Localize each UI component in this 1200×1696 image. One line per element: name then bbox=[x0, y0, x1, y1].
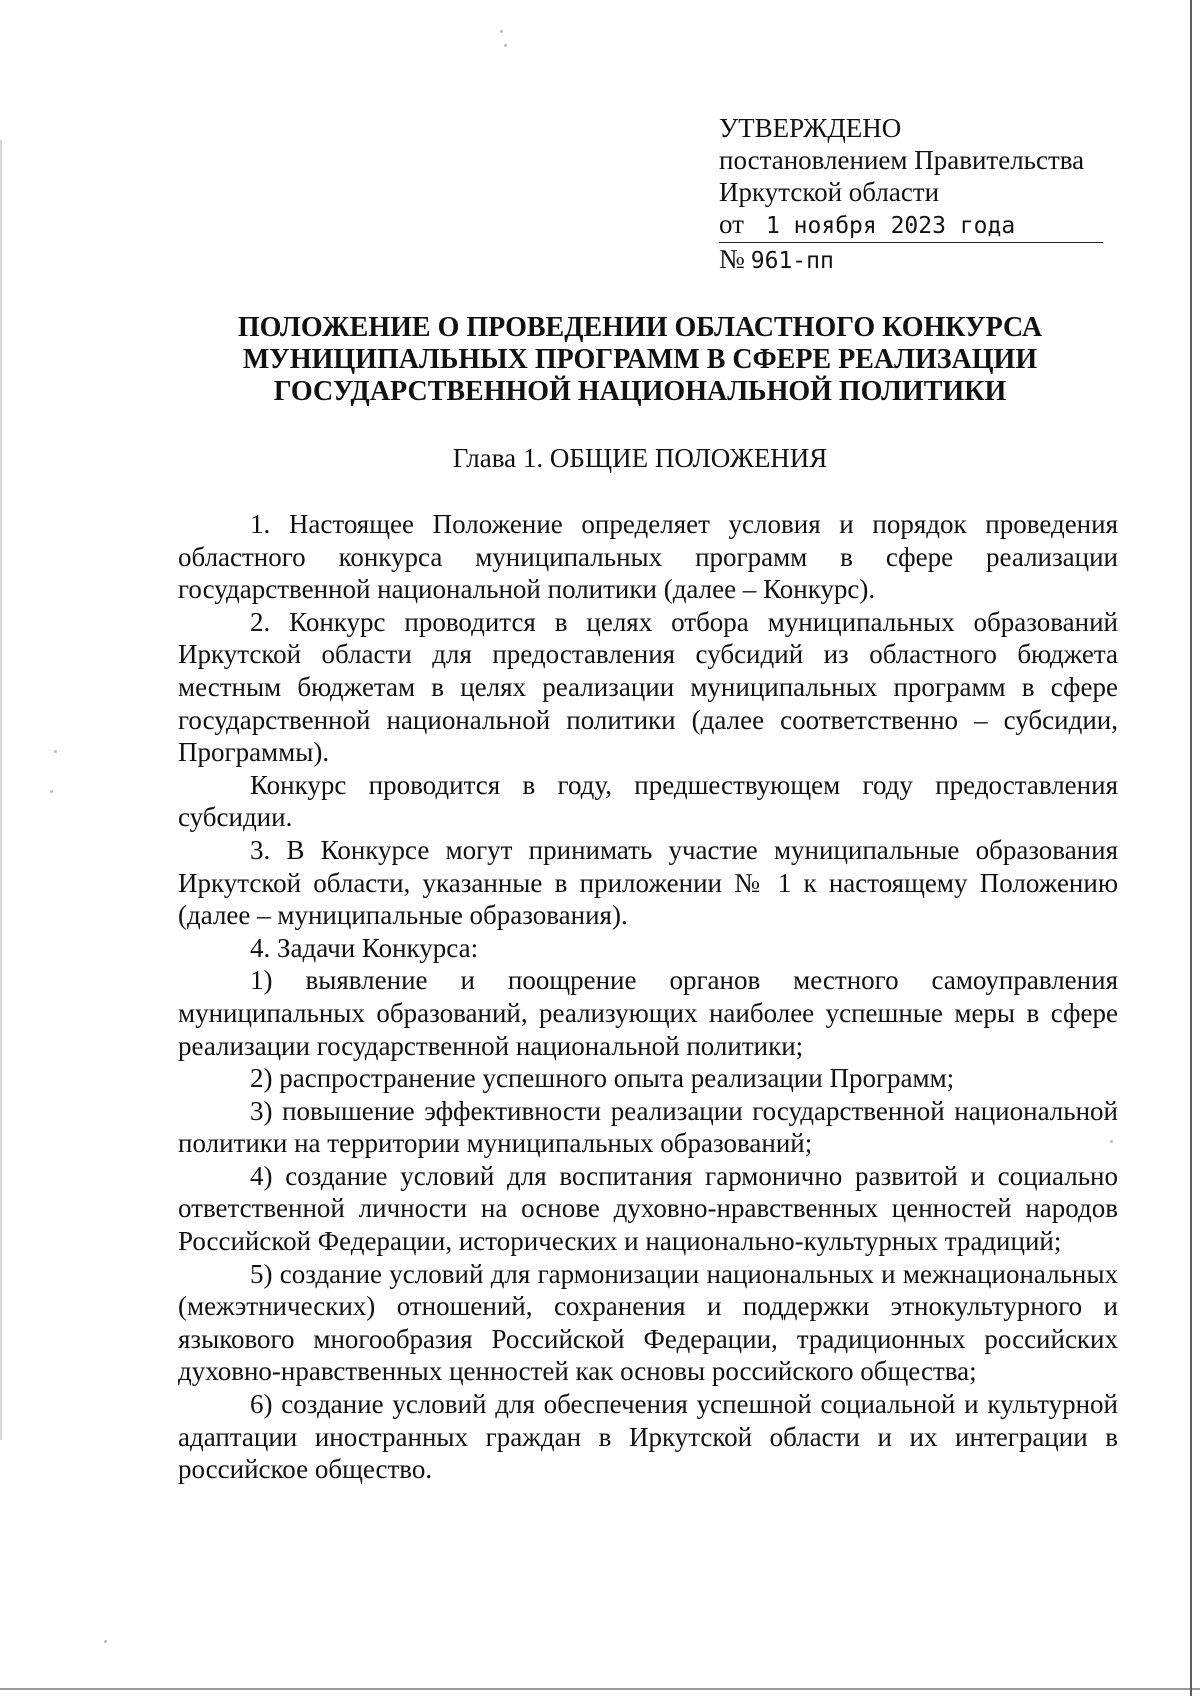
approval-line-decree: постановлением Правительства bbox=[719, 145, 1085, 175]
title-line-3: ГОСУДАРСТВЕННОЙ НАЦИОНАЛЬНОЙ ПОЛИТИКИ bbox=[273, 376, 1007, 407]
scan-speck bbox=[504, 44, 507, 47]
scan-speck bbox=[54, 750, 57, 753]
paragraph: 2. Конкурс проводится в целях отбора муниципальных образований Иркутской области для предоставления субсидий из областного бюджета местным бюджетам в целях реализации муниципальных программ в сфере государственной национальной политики (далее соответственно – субсидии, Программы). bbox=[178, 606, 1118, 768]
document-title bbox=[170, 312, 1110, 408]
paragraph: 4. Задачи Конкурса: bbox=[250, 932, 479, 963]
paragraph: 2) распространение успешного опыта реализации Программ; bbox=[250, 1063, 955, 1094]
paragraph: 6) создание условий для обеспечения успешной социальной и культурной адаптации иностранных граждан в Иркутской области и их интеграции в российское общество. bbox=[178, 1389, 1118, 1485]
approval-date-value: 1 ноября 2023 года bbox=[765, 213, 1016, 239]
approval-heading: УТВЕРЖДЕНО bbox=[719, 113, 902, 143]
scan-right-edge bbox=[1190, 0, 1192, 1696]
paragraph: 5) создание условий для гармонизации национальных и межнациональных (межэтнических) отношений, сохранения и поддержки этнокультурного и языкового многообразия Российской Федерации, традиционных российских духовно-нравственных ценностей как основы российского общества; bbox=[178, 1258, 1118, 1387]
approval-number-prefix: № bbox=[719, 244, 745, 274]
approval-number-value: 961-пп bbox=[750, 248, 834, 274]
document-body bbox=[178, 508, 1118, 1486]
approval-block bbox=[719, 112, 1109, 277]
scan-bottom-edge bbox=[0, 1688, 1200, 1690]
title-line-2: МУНИЦИПАЛЬНЫХ ПРОГРАММ В СФЕРЕ РЕАЛИЗАЦИИ bbox=[242, 344, 1038, 375]
paragraph: 4) создание условий для воспитания гармонично развитой и социально ответственной личности на основе духовно-нравственных ценностей народов Российской Федерации, исторических и национально-культурных традиций; bbox=[178, 1160, 1118, 1257]
paragraph: 3. В Конкурсе могут принимать участие муниципальные образования Иркутской области, указанные в приложении № 1 к настоящему Положению (далее – муниципальные образования). bbox=[178, 834, 1118, 931]
chapter-heading: Глава 1. ОБЩИЕ ПОЛОЖЕНИЯ bbox=[452, 443, 828, 473]
approval-date-line bbox=[719, 208, 1103, 243]
paragraph: 1) выявление и поощрение органов местного самоуправления муниципальных образований, реализующих наиболее успешные меры в сфере реализации государственной национальной политики; bbox=[178, 965, 1118, 1061]
scan-speck bbox=[500, 30, 503, 33]
paragraph: 1. Настоящее Положение определяет условия и порядок проведения областного конкурса муниципальных программ в сфере реализации государственной национальной политики (далее – Конкурс). bbox=[178, 509, 1118, 605]
approval-date-prefix: от bbox=[719, 209, 744, 239]
paragraph: 3) повышение эффективности реализации государственной национальной политики на территории муниципальных образований; bbox=[178, 1095, 1118, 1159]
approval-number-line bbox=[719, 243, 1109, 277]
approval-line-region: Иркутской области bbox=[719, 177, 940, 207]
scan-speck bbox=[50, 790, 53, 793]
scan-speck bbox=[104, 1640, 107, 1643]
paragraph: Конкурс проводится в году, предшествующем году предоставления субсидии. bbox=[178, 769, 1118, 833]
title-line-1: ПОЛОЖЕНИЕ О ПРОВЕДЕНИИ ОБЛАСТНОГО КОНКУРСА bbox=[237, 312, 1043, 343]
scan-left-edge bbox=[0, 140, 2, 1440]
